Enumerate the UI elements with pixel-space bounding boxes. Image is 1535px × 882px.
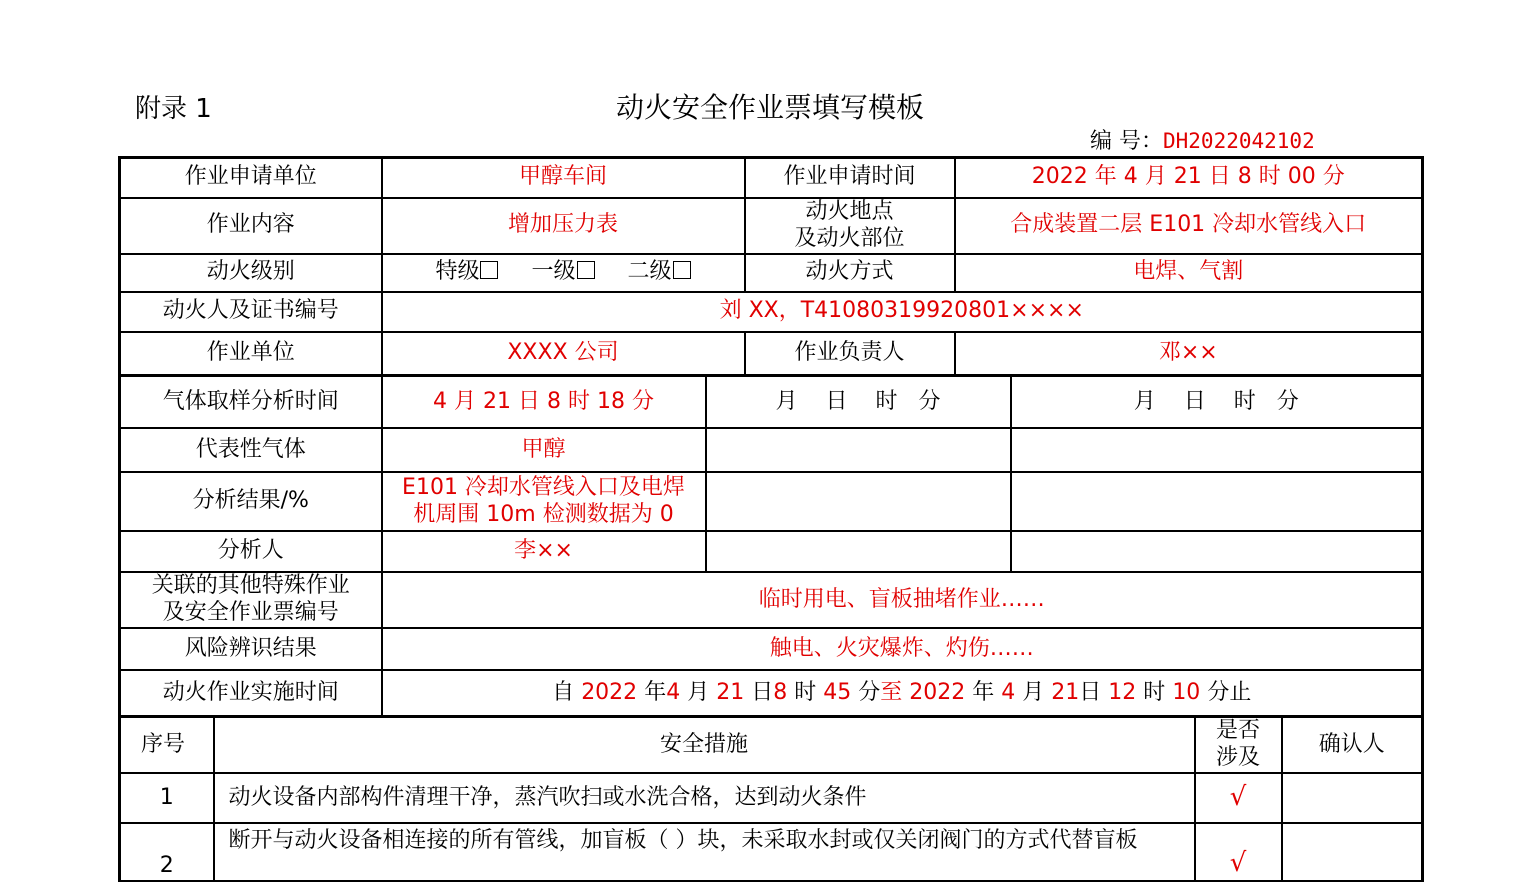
table-row [120,428,1423,472]
worker-label: 动火人及证书编号 [120,292,382,332]
related-label [120,572,382,628]
measure-no: 1 [120,773,214,823]
impl-day-end: 21 [1051,679,1080,705]
leader-value[interactable]: 邓×× [955,332,1423,376]
ticket-table-middle [118,375,1424,717]
work-unit-value[interactable]: XXXX 公司 [382,332,745,376]
impl-month-unit-start: 月 [687,679,710,705]
apply-unit-value[interactable]: 甲醇车间 [382,158,745,198]
table-row [120,158,1423,198]
impl-year-unit-end: 年 [972,679,995,705]
table-row [120,254,1423,292]
leader-label: 作业负责人 [745,332,955,376]
risk-label: 风险辨识结果 [120,628,382,670]
gas-time-label: 气体取样分析时间 [120,376,382,428]
gas-time-1[interactable]: 4 月 21 日 8 时 18 分 [382,376,706,428]
ticket-number-value: DH2022042102 [1163,129,1315,153]
location-label [745,198,955,254]
impl-month-unit-end: 月 [1022,679,1045,705]
col-header-involved-line2: 涉及 [1215,745,1260,770]
col-header-measure: 安全措施 [214,717,1195,773]
ticket-table-upper [118,156,1424,377]
level-special-checkbox[interactable] [480,261,498,279]
table-row [120,670,1423,716]
table-row [120,531,1423,572]
appendix-label: 附录 1 [135,94,212,124]
result-3[interactable] [1011,472,1423,531]
gas-time-3[interactable]: 月 日 时 分 [1011,376,1423,428]
result-1[interactable] [382,472,706,531]
impl-minute-end: 10 [1172,679,1201,705]
level-second-label: 二级 [627,259,672,285]
table-row [120,472,1423,531]
table-row [120,376,1423,428]
result-1-line2: 机周围 10m 检测数据为 0 [413,501,674,527]
analyst-3[interactable] [1011,531,1423,572]
impl-minute-start: 45 [823,679,852,705]
analyst-1[interactable]: 李×× [382,531,706,572]
apply-time-value[interactable]: 2022 年 4 月 21 日 8 时 00 分 [955,158,1423,198]
rep-gas-1[interactable]: 甲醇 [382,428,706,472]
work-unit-label: 作业单位 [120,332,382,376]
result-1-line1: E101 冷却水管线入口及电焊 [402,474,685,500]
content-label: 作业内容 [120,198,382,254]
measure-text: 断开与动火设备相连接的所有管线，加盲板（ ）块，未采取水封或仅关闭阀门的方式代替盲板 [214,823,1195,881]
table-row [120,717,1423,773]
impl-month-start: 4 [666,679,681,705]
content-value[interactable]: 增加压力表 [382,198,745,254]
impl-hour-unit-end: 时 [1143,679,1166,705]
col-header-confirmer: 确认人 [1282,717,1423,773]
method-label: 动火方式 [745,254,955,292]
table-row [120,773,1423,823]
impl-day-unit-end: 日 [1079,679,1102,705]
impl-hour-end: 12 [1108,679,1137,705]
level-label: 动火级别 [120,254,382,292]
measure-text: 动火设备内部构件清理干净，蒸汽吹扫或水洗合格，达到动火条件 [214,773,1195,823]
table-row [120,198,1423,254]
level-first-checkbox[interactable] [577,261,595,279]
table-row [120,332,1423,376]
worker-value[interactable]: 刘 XX，T41080319920801×××× [382,292,1423,332]
gas-time-2[interactable]: 月 日 时 分 [706,376,1011,428]
measure-involved-check[interactable]: √ [1195,823,1282,881]
related-value[interactable]: 临时用电、盲板抽堵作业…… [382,572,1423,628]
measure-no: 2 [120,823,214,881]
apply-time-label: 作业申请时间 [745,158,955,198]
table-row [120,292,1423,332]
measure-confirmer[interactable] [1282,823,1423,881]
rep-gas-3[interactable] [1011,428,1423,472]
impl-minute-unit-start: 分 [858,679,881,705]
rep-gas-2[interactable] [706,428,1011,472]
measure-confirmer[interactable] [1282,773,1423,823]
rep-gas-label: 代表性气体 [120,428,382,472]
analyst-2[interactable] [706,531,1011,572]
impl-hour-unit-start: 时 [794,679,817,705]
impl-time-label: 动火作业实施时间 [120,670,382,716]
measure-involved-check[interactable]: √ [1195,773,1282,823]
ticket-number-label: 编 号： [1090,129,1163,154]
level-special-label: 特级 [435,259,480,285]
page-title: 动火安全作业票填写模板 [615,91,924,124]
related-label-line2: 及安全作业票编号 [162,600,339,625]
impl-to: 至 2022 [880,679,966,705]
ticket-number [1090,124,1315,155]
result-2[interactable] [706,472,1011,531]
impl-from: 自 [552,679,575,705]
apply-unit-label: 作业申请单位 [120,158,382,198]
table-row [120,572,1423,628]
result-label: 分析结果/% [120,472,382,531]
col-header-involved-line1: 是否 [1215,718,1260,744]
location-label-line2: 及动火部位 [794,225,905,251]
impl-day-unit-start: 日 [751,679,774,705]
impl-year-unit-start: 年 [644,679,667,705]
col-header-involved [1195,717,1282,773]
analyst-label: 分析人 [120,531,382,572]
related-label-line1: 关联的其他特殊作业 [151,573,350,599]
level-options [382,254,745,292]
table-row [120,628,1423,670]
impl-year-start: 2022 [581,679,638,705]
impl-time-value[interactable] [382,670,1423,716]
location-value[interactable]: 合成装置二层 E101 冷却水管线入口 [955,198,1423,254]
impl-day-start: 21 [716,679,745,705]
col-header-no: 序号 [120,717,214,773]
impl-month-end: 4 [1001,679,1016,705]
safety-measures-table [118,716,1424,882]
level-second-checkbox[interactable] [673,261,691,279]
method-value[interactable]: 电焊、气割 [955,254,1423,292]
impl-minute-unit-end: 分止 [1207,679,1252,705]
impl-hour-start: 8 [773,679,788,705]
table-row [120,823,1423,881]
level-first-label: 一级 [531,259,576,285]
location-label-line1: 动火地点 [805,198,894,224]
risk-value[interactable]: 触电、火灾爆炸、灼伤…… [382,628,1423,670]
